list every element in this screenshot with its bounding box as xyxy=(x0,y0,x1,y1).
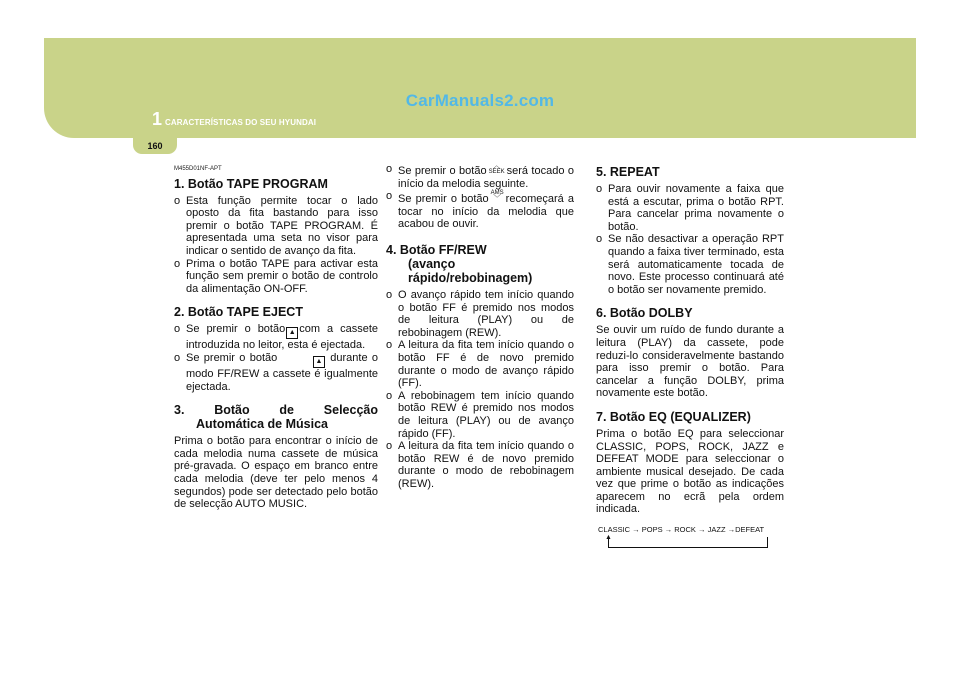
chapter-number: 1 xyxy=(152,109,163,129)
bullet: o xyxy=(174,194,181,207)
list-item: o Se premir o botão ︿ SEEK será tocado o início da melodia seguinte. xyxy=(386,161,575,190)
list-item: o Se não desactivar a operação RPT quando a faixa tiver terminado, esta será automaticamente tocada de novo. Este processo continuará até o botão ser novamente premido. xyxy=(596,233,784,296)
chapter-title: CARACTERÍSTICAS DO SEU HYUNDAI xyxy=(165,118,317,127)
bullet: o xyxy=(596,233,603,246)
bullet: o xyxy=(386,163,393,175)
list-item: o Se premir o botão ▲ com a cassete introduzida no leitor, esta é ejectada. xyxy=(174,323,379,352)
list-item: o Para ouvir novamente a faixa que está a escutar, prima o botão RPT. Para cancelar prima novamente o botão. xyxy=(596,183,784,233)
section-title-ff-rew: 4. Botão FF/REW (avanço rápido/rebobinagem) xyxy=(386,242,533,285)
bullet: o xyxy=(386,190,393,203)
paragraph: Se ouvir um ruído de fundo durante a leitura (PLAY) da cassete, pode reduzi-lo consideravelmente bastando para isso premir o botão. Para cancelar a função DOLBY, prima novamente este botão. xyxy=(596,324,784,400)
chapter-heading xyxy=(152,109,316,130)
eq-cycle-arrow: ▲ xyxy=(608,537,768,549)
page-number: 160 xyxy=(147,141,163,151)
bullet: o xyxy=(174,257,181,270)
section-title-auto-music: 3. Botão de Selecção Automática de Música xyxy=(174,403,378,432)
section-title-tape-program: 1. Botão TAPE PROGRAM xyxy=(174,176,328,191)
paragraph: Prima o botão EQ para seleccionar CLASSIC, POPS, ROCK, JAZZ e DEFEAT MODE para seleccionar o ambiente musical desejado. De cada vez que prime o botão as indicações aparecem no ecrã pela ordem indicada. xyxy=(596,427,784,516)
list-item: o A rebobinagem tem início quando botão REW é premido nos modos de leitura (PLAY) ou de avanço rápido (FF). xyxy=(386,389,574,440)
eject-icon: ▲ xyxy=(286,327,298,339)
bullet: o xyxy=(596,183,603,195)
bullet: o xyxy=(174,323,181,336)
bullet: o xyxy=(174,351,181,364)
section-title-tape-eject: 2. Botão TAPE EJECT xyxy=(174,305,303,320)
column-2 xyxy=(386,160,574,490)
eq-mode-sequence: CLASSIC → POPS → ROCK → JAZZ →DEFEAT xyxy=(598,525,765,535)
bullet: o xyxy=(386,389,393,402)
list-item: o Esta função permite tocar o lado oposto da fita bastando para isso premir o botão TAPE PROGRAM. É apresentada uma seta no visor para indicar o sentido de avanço da fita. xyxy=(174,194,378,257)
watermark[interactable]: CarManuals2.com xyxy=(405,91,555,110)
bullet: o xyxy=(386,440,393,453)
list-item: o Se premir o botão ▲ durante o modo FF/REW a cassete é igualmente ejectada. xyxy=(174,351,379,393)
section-title-repeat: 5. REPEAT xyxy=(596,165,660,179)
section-title-equalizer: 7. Botão EQ (EQUALIZER) xyxy=(596,409,751,424)
list-item: o A leitura da fita tem início quando o botão FF é de novo premido durante o modo de avanço rápido (FF). xyxy=(386,339,574,390)
section-title-dolby: 6. Botão DOLBY xyxy=(596,306,693,321)
bullet: o xyxy=(386,288,393,301)
column-3 xyxy=(596,163,784,549)
list-item: o Prima o botão TAPE para activar esta função sem premir o botão de controlo da alimentação ON-OFF. xyxy=(174,257,378,295)
list-item: o Se premir o botão AMS ﹀ recomeçará a tocar no início da melodia que acabou de ouvir. xyxy=(386,190,574,231)
ams-down-icon: AMS ﹀ xyxy=(490,190,504,204)
seek-up-icon: ︿ SEEK xyxy=(488,161,505,175)
eject-icon: ▲ xyxy=(313,356,325,368)
list-item: o O avanço rápido tem início quando o botão FF é premido nos modos de leitura (PLAY) ou de rebobinagem (REW). xyxy=(386,288,574,339)
bullet: o xyxy=(386,339,393,352)
list-item: o A leitura da fita tem início quando o botão REW é de novo premido durante o modo de rebobinagem (REW). xyxy=(386,440,574,490)
column-1 xyxy=(174,163,378,511)
paragraph: Prima o botão para encontrar o início de cada melodia numa cassete de música pré-gravada. O espaço em branco entre cada melodia (deve ter pelo menos 4 segundos) pode ser detectado pelo botão de selecção AUTO MUSIC. xyxy=(174,435,378,511)
page-number-tab xyxy=(133,136,177,154)
section-code: M455D01NF-APT xyxy=(174,166,222,172)
